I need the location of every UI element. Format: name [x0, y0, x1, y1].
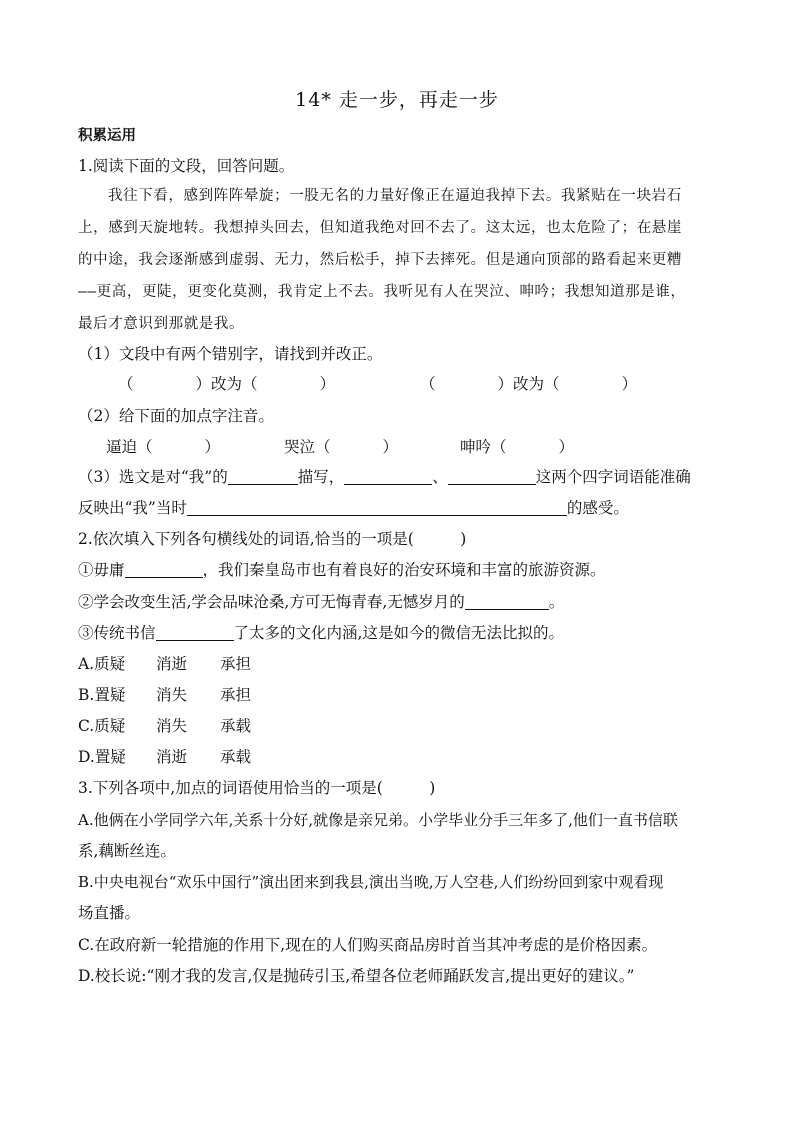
q3-option-a-cont: 系,藕断丝连。	[78, 842, 176, 860]
q1-sub3-line2: 反映出“我”当时 的感受。	[78, 499, 629, 517]
q3-option-c[interactable]: C.在政府新一轮措施的作用下,现在的人们购买商品房时首当其冲考虑的是价格因素。	[78, 936, 658, 954]
answer-blank[interactable]	[228, 468, 298, 485]
passage-line: 的中途，我会逐渐感到虚弱、无力，然后松手，掉下去摔死。但是通向顶部的路看起来更糟	[78, 252, 682, 268]
passage-line: 我往下看，感到阵阵晕旋；一股无名的力量好像正在逼迫我掉下去。我紧贴在一块岩石	[108, 188, 682, 204]
worksheet-page: 14* 走一步，再走一步 积累运用 1.阅读下面的文段，回答问题。 我往下看，感到阵阵晕旋；一股无名的力量好像正在逼迫我掉下去。我紧贴在一块岩石 上，感到天旋地转。我想掉头回去，但知道我绝对回不去了。这太远，也太危险了；在悬崖 的中途，我会逐渐感到虚弱、无力，然后松手，掉下去摔死。但是通向顶部的路看起来更糟 ——更高，更陡，更变化莫测，我肯定上不去。我听见有人在哭泣、呻吟；我想知道那是谁， 最后才意识到那就是我。 （1）文段中有两个错别字，请找到并改正。 （ ）改为（ ） （ ）改为（ ） （2）给下面的加点字注音。 逼迫（ ） 哭泣（ ） 呻吟（ ） （3）选文是对“我”的 描写， 、 这两个四字词语能准确 反映出“我”当时 的感受。 2.依次填入下列各句横线处的词语,恰当的一项是( ) ①毋庸 ，我们秦皇岛市也有着良好的治安环境和丰富的旅游资源。 ②学会改变生活,学会品味沧桑,方可无悔青春,无憾岁月的 。 ③传统书信 了太多的文化内涵,这是如今的微信无法比拟的。 A.质疑 消逝 承担 B.置疑 消失 承担 C.质疑 消失 承载 D.置疑 消逝 承载 3.下列各项中,加点的词语使用恰当的一项是( ) A.他俩在小学同学六年,关系十分好,就像是亲兄弟。小学毕业分手三年多了,他们一直书信联 系,藕断丝连。 B.中央电视台“欢乐中国行”演出团来到我县,演出当晚,万人空巷,人们纷纷回到家中观看现 场直播。 C.在政府新一轮措施的作用下,现在的人们购买商品房时首当其冲考虑的是价格因素。 D.校长说:“刚才我的发言,仅是抛砖引玉,希望各位老师踊跃发言,提出更好的建议。”	[0, 0, 794, 1123]
q3-stem: 3.下列各项中,加点的词语使用恰当的一项是( )	[78, 779, 436, 797]
pinyin-item[interactable]: 呻吟（ ）	[460, 438, 575, 456]
q2-sentence-2: ②学会改变生活,学会品味沧桑,方可无悔青春,无憾岁月的 。	[78, 593, 565, 611]
q2-stem: 2.依次填入下列各句横线处的词语,恰当的一项是( )	[78, 530, 467, 548]
q3-option-a[interactable]: A.他俩在小学同学六年,关系十分好,就像是亲兄弟。小学毕业分手三年多了,他们一直书信联	[78, 811, 678, 829]
passage-line: 最后才意识到那就是我。	[78, 316, 245, 332]
answer-blank[interactable]	[187, 499, 567, 516]
typo-answer-1[interactable]: （ ）改为（ ）	[118, 375, 336, 393]
pinyin-item[interactable]: 哭泣（ ）	[284, 438, 399, 456]
q3-option-b[interactable]: B.中央电视台“欢乐中国行”演出团来到我县,演出当晚,万人空巷,人们纷纷回到家中观看现	[78, 873, 664, 891]
q2-sentence-1: ①毋庸 ，我们秦皇岛市也有着良好的治安环境和丰富的旅游资源。	[78, 561, 606, 579]
answer-blank[interactable]	[465, 593, 549, 610]
section-heading: 积累运用	[78, 128, 136, 144]
answer-blank[interactable]	[125, 561, 203, 578]
answer-blank[interactable]	[448, 468, 536, 485]
q1-stem: 1.阅读下面的文段，回答问题。	[78, 157, 295, 175]
answer-blank[interactable]	[344, 468, 432, 485]
passage-line: 上，感到天旋地转。我想掉头回去，但知道我绝对回不去了。这太远，也太危险了；在悬崖	[78, 220, 682, 236]
q2-sentence-3: ③传统书信 了太多的文化内涵,这是如今的微信无法比拟的。	[78, 624, 564, 642]
q1-sub2-label: （2）给下面的加点字注音。	[78, 407, 274, 425]
q3-option-d[interactable]: D.校长说:“刚才我的发言,仅是抛砖引玉,希望各位老师踊跃发言,提出更好的建议。”	[78, 967, 635, 985]
pinyin-item[interactable]: 逼迫（ ）	[106, 438, 221, 456]
passage-line: ——更高，更陡，更变化莫测，我肯定上不去。我听见有人在哭泣、呻吟；我想知道那是谁，	[78, 284, 686, 300]
typo-answer-2[interactable]: （ ）改为（ ）	[420, 375, 638, 393]
page-title: 14* 走一步，再走一步	[295, 89, 499, 111]
answer-blank[interactable]	[156, 624, 234, 641]
q1-sub1-label: （1）文段中有两个错别字，请找到并改正。	[78, 345, 383, 363]
q3-option-b-cont: 场直播。	[78, 904, 141, 922]
q1-sub3-line1: （3）选文是对“我”的 描写， 、 这两个四字词语能准确	[78, 468, 691, 486]
